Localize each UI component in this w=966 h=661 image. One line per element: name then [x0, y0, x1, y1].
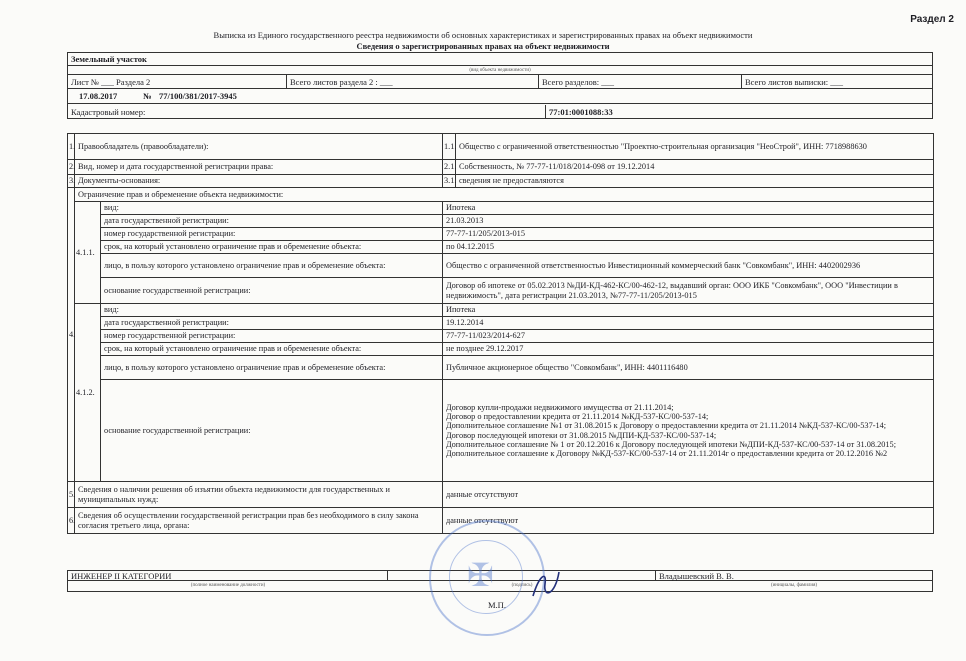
table-row	[68, 241, 934, 254]
field-label: лицо, в пользу которого установлено ограничение прав и обременение объекта:	[101, 356, 443, 380]
table-row	[68, 188, 934, 202]
row-subnumber: 3.1.	[443, 175, 456, 188]
signature-caption: (подпись)	[511, 583, 533, 588]
basis-line: Дополнительное соглашение №1 от 31.08.2015 к Договору о предоставлении кредита от 21.11.2014 №КД-537-КС/00-537-14;	[446, 421, 887, 431]
field-value: по 04.12.2015	[443, 241, 934, 254]
basis-line: Договор о предоставлении кредита от 21.11.2014 №КД-537-КС/00-537-14;	[446, 411, 709, 421]
row-number: 1.	[68, 134, 75, 160]
document-subtitle: Сведения о зарегистрированных правах на объект недвижимости	[356, 41, 610, 51]
field-label: номер государственной регистрации:	[101, 228, 443, 241]
field-label: вид:	[101, 304, 443, 317]
field-value: 21.03.2013	[443, 215, 934, 228]
row-subnumber: 1.1.	[443, 134, 456, 160]
table-row	[68, 215, 934, 228]
owner-label: Правообладатель (правообладатели):	[75, 134, 443, 160]
consent-value: данные отсутствуют	[443, 508, 934, 534]
row-number: 5.	[68, 482, 75, 508]
table-row	[68, 228, 934, 241]
section-sheets-total: Всего листов раздела 2 : ___	[287, 75, 539, 88]
row-number: 4.	[68, 188, 75, 482]
table-row	[68, 304, 934, 317]
section-number: Раздел 2	[910, 14, 954, 25]
extract-sheets-total: Всего листов выписки: ___	[745, 76, 844, 87]
field-value: Ипотека	[443, 304, 934, 317]
field-label: срок, на который установлено ограничение прав и обременение объекта:	[101, 241, 443, 254]
table-row	[68, 482, 934, 508]
sections-total: Всего разделов: ___	[539, 75, 742, 88]
eagle-emblem-icon: ✠	[467, 557, 494, 593]
documents-value: сведения не предоставляются	[456, 175, 934, 188]
table-row	[68, 278, 934, 304]
table-row	[68, 134, 934, 160]
row-subnumber: 2.1.	[443, 160, 456, 175]
encumbrance-number: 4.1.1.	[75, 202, 101, 304]
table-row	[68, 175, 934, 188]
table-row	[68, 160, 934, 175]
field-label: номер государственной регистрации:	[101, 330, 443, 343]
rights-table	[67, 133, 934, 534]
field-value: Ипотека	[443, 202, 934, 215]
table-row	[68, 343, 934, 356]
handwritten-signature	[525, 566, 565, 602]
position-caption: (полное наименование должности)	[190, 583, 266, 588]
field-value: Общество с ограниченной ответственностью Инвестиционный коммерческий банк "Совкомбанк", ИНН: 4402002936	[443, 254, 934, 278]
sheet-number: Лист № ___ Раздела 2	[68, 75, 287, 88]
object-type: Земельный участок	[71, 54, 147, 64]
basis-list	[443, 380, 934, 482]
row-number: 6.	[68, 508, 75, 534]
documents-label: Документы-основания:	[75, 175, 443, 188]
table-row	[68, 202, 934, 215]
table-row	[68, 254, 934, 278]
cadastral-number: 77:01:0001088:33	[549, 107, 613, 117]
row-number: 2.	[68, 160, 75, 175]
field-label: вид:	[101, 202, 443, 215]
field-value: не позднее 29.12.2017	[443, 343, 934, 356]
table-row	[68, 330, 934, 343]
consent-label: Сведения об осуществлении государственной регистрации прав без необходимого в силу закона согласия третьего лица, органа:	[75, 508, 443, 534]
table-row	[68, 380, 934, 482]
document-title: Выписка из Единого государственного реестра недвижимости об основных характеристиках и зарегистрированных правах на объект недвижимости	[213, 30, 753, 40]
encumbrance-number: 4.1.2.	[75, 304, 101, 482]
object-header	[67, 52, 933, 119]
field-value: 19.12.2014	[443, 317, 934, 330]
object-type-caption: (вид объекта недвижимости)	[469, 67, 531, 73]
table-row	[68, 356, 934, 380]
table-row	[68, 317, 934, 330]
official-name: Владышевский В. В.	[656, 571, 932, 581]
extract-number: 77/100/381/2017-3945	[159, 91, 237, 101]
basis-line: Дополнительное соглашение № 1 от 20.12.2016 к Договору последующей ипотеки №ДПИ-КД-537-КС/00-537-14 от 31.08.2015;	[446, 439, 897, 449]
field-value: Договор об ипотеке от 05.02.2013 №ДИ-КД-462-КС/00-462-12, выдавший орган: ООО ИКБ "Совкомбанк", ООО "Инвестиции в недвижимость", дата регистрации 21.03.2013, №77-77-11/205/2013-015	[443, 278, 934, 304]
basis-line: Договор купли-продажи недвижимого имущества от 21.11.2014;	[446, 402, 674, 412]
cadastral-label: Кадастровый номер:	[68, 105, 546, 119]
stamp-place: М.П.	[488, 600, 506, 610]
right-registration-label: Вид, номер и дата государственной регистрации права:	[75, 160, 443, 175]
field-value: 77-77-11/205/2013-015	[443, 228, 934, 241]
right-registration-value: Собственность, № 77-77-11/018/2014-098 от 19.12.2014	[456, 160, 934, 175]
official-position: ИНЖЕНЕР II КАТЕГОРИИ	[68, 571, 388, 581]
name-caption: (инициалы, фамилия)	[770, 583, 818, 588]
field-label: дата государственной регистрации:	[101, 215, 443, 228]
field-label: дата государственной регистрации:	[101, 317, 443, 330]
seizure-label: Сведения о наличии решения об изъятии объекта недвижимости для государственных и муниципальных нужд:	[75, 482, 443, 508]
field-label: основание государственной регистрации:	[101, 380, 443, 482]
basis-line: Договор последующей ипотеки от 31.08.2015 №ДПИ-КД-537-КС/00-537-14;	[446, 430, 717, 440]
field-label: лицо, в пользу которого установлено ограничение прав и обременение объекта:	[101, 254, 443, 278]
encumbrance-heading: Ограничение прав и обременение объекта недвижимости:	[75, 188, 934, 202]
seizure-value: данные отсутствуют	[443, 482, 934, 508]
field-label: срок, на который установлено ограничение прав и обременение объекта:	[101, 343, 443, 356]
basis-line: Дополнительное соглашение к Договору №КД-537-КС/00-537-14 от 21.11.2014г о предоставлении кредита от 20.12.2016 №2	[446, 449, 888, 459]
number-sign: №	[143, 91, 152, 101]
owner-value: Общество с ограниченной ответственностью "Проектно-строительная организация "НеоСтрой", ИНН: 7718988630	[456, 134, 934, 160]
row-number: 3.	[68, 175, 75, 188]
field-value: 77-77-11/023/2014-627	[443, 330, 934, 343]
extract-date: 17.08.2017	[79, 91, 118, 101]
field-label: основание государственной регистрации:	[101, 278, 443, 304]
field-value: Публичное акционерное общество "Совкомбанк", ИНН: 4401116480	[443, 356, 934, 380]
